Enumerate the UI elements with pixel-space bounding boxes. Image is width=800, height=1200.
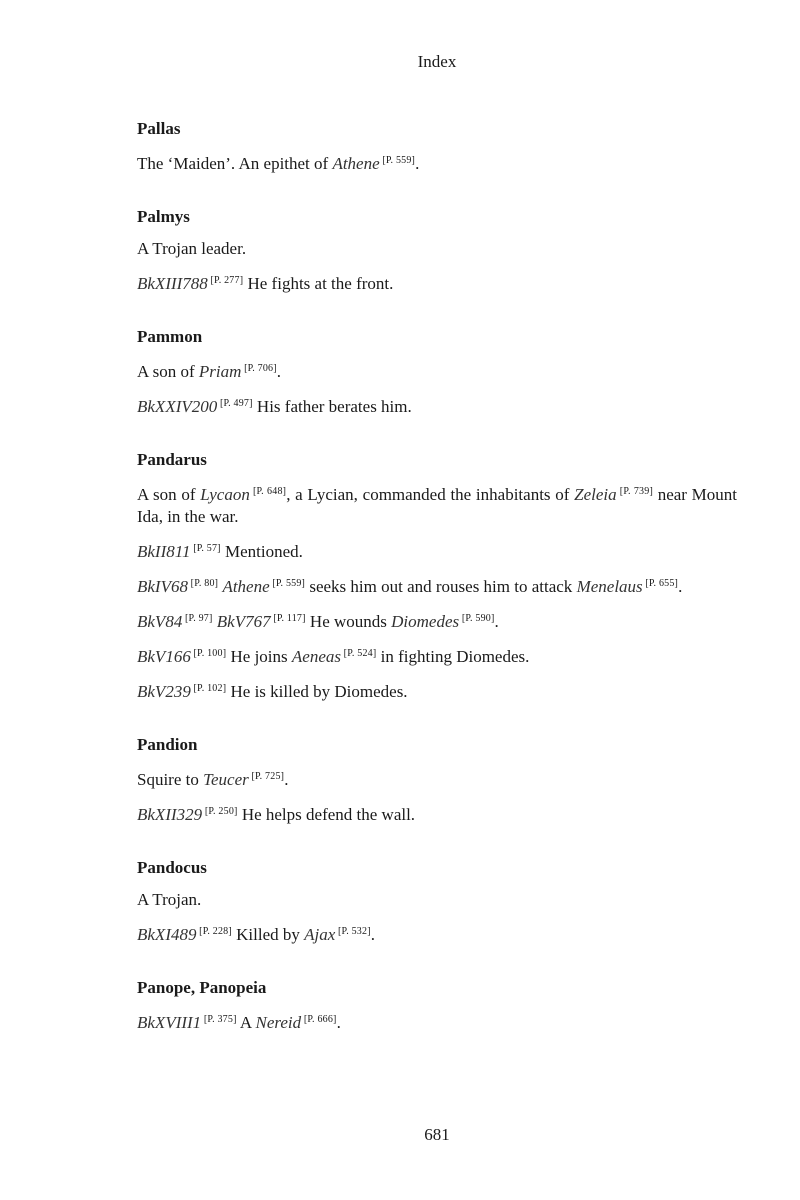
page-reference[interactable]: [P. 102] [190,683,227,694]
entry-text: He fights at the front. [243,274,394,293]
page-reference[interactable]: [P. 739] [616,486,653,497]
entry-line [137,801,737,826]
entry-heading: Pandarus [137,450,207,469]
page-reference[interactable]: [P. 375] [201,1014,237,1025]
page-reference[interactable]: [P. 559] [379,155,416,166]
entry-text: . [415,154,420,173]
book-reference[interactable]: Ajax [304,925,336,944]
page-reference[interactable]: [P. 648] [249,486,287,497]
book-reference[interactable]: Athene [332,154,380,173]
page-reference[interactable]: [P. 228] [196,926,232,937]
page-reference[interactable]: [P. 250] [202,806,238,817]
page-number: 681 [424,1125,450,1144]
index-entry [137,734,737,826]
entry-line [137,270,737,295]
page-reference[interactable]: [P. 277] [207,275,244,286]
book-reference[interactable]: BkV767 [216,612,271,631]
entry-text: Squire to [137,770,204,789]
entry-text: . [370,925,375,944]
entry-heading: Pandocus [137,858,207,877]
entry-text: The ‘Maiden’. An epithet of [137,154,333,173]
entry-text: A Trojan. [137,890,202,909]
entry-text: A son of [137,362,199,381]
entry-line [137,150,737,175]
page-reference[interactable]: [P. 497] [217,398,253,409]
entry-text: Mentioned. [220,542,303,561]
entry-line [137,643,737,668]
book-reference[interactable]: BkV84 [137,612,183,631]
book-reference[interactable]: Nereid [255,1013,302,1032]
book-reference[interactable]: BkXVIII1 [137,1013,202,1032]
entry-text: A son of [137,485,201,504]
entry-text: His father berates him. [252,397,412,416]
book-reference[interactable]: Aeneas [291,647,341,666]
entry-line [137,481,737,528]
entry-text: He is killed by Diomedes. [226,682,408,701]
page-reference[interactable]: [P. 532] [335,926,371,937]
book-reference[interactable]: BkIV68 [137,577,188,596]
index-content [137,118,737,1065]
entry-text: . [678,577,683,596]
book-reference[interactable]: BkXI489 [137,925,197,944]
page-reference[interactable]: [P. 57] [190,543,221,554]
entry-line [137,889,737,911]
entry-text: . [284,770,289,789]
book-reference[interactable]: Athene [222,577,270,596]
page-reference[interactable]: [P. 559] [269,578,306,589]
book-reference[interactable]: BkXIII788 [137,274,208,293]
entry-line [137,573,737,598]
book-reference[interactable]: BkV239 [137,682,191,701]
book-reference[interactable]: Lycaon [200,485,250,504]
entry-line [137,921,737,946]
book-reference[interactable]: Menelaus [576,577,643,596]
page-reference[interactable]: [P. 117] [270,613,306,624]
entry-heading: Palmys [137,207,190,226]
book-reference[interactable]: Diomedes [391,612,460,631]
page-reference[interactable]: [P. 706] [241,363,277,374]
book-reference[interactable]: Zeleia [574,485,617,504]
index-entry [137,449,737,703]
entry-text: He joins [226,647,292,666]
index-entry [137,977,737,1034]
page-reference[interactable]: [P. 655] [642,578,679,589]
entry-line [137,538,737,563]
entry-text: . [336,1013,341,1032]
page-reference[interactable]: [P. 100] [190,648,227,659]
page-reference[interactable]: [P. 524] [340,648,377,659]
book-reference[interactable]: Priam [198,362,242,381]
entry-text: A [236,1013,256,1032]
entry-text: He wounds [305,612,392,631]
entry-text: He helps defend the wall. [237,805,416,824]
entry-line [137,238,737,260]
entry-heading: Panope, Panopeia [137,978,267,997]
entry-heading: Pammon [137,327,203,346]
entry-heading: Pallas [137,119,181,138]
entry-text: A Trojan leader. [137,239,247,258]
book-reference[interactable]: BkXII329 [137,805,203,824]
book-reference[interactable]: Teucer [203,770,249,789]
entry-line [137,766,737,791]
entry-text: in fighting Diomedes. [376,647,530,666]
entry-line [137,608,737,633]
page-reference[interactable]: [P. 80] [187,578,219,589]
book-reference[interactable]: BkII811 [137,542,191,561]
index-entry [137,206,737,295]
entry-line [137,1009,737,1034]
entry-text: . [276,362,282,381]
page-reference[interactable]: [P. 97] [182,613,213,624]
index-entry [137,118,737,175]
entry-text: Killed by [231,925,305,944]
entry-text: near Mount Ida, in the war. [137,485,738,526]
page-reference[interactable]: [P. 666] [301,1014,337,1025]
entry-text: . [494,612,499,631]
entry-line [137,678,737,703]
page-reference[interactable]: [P. 590] [459,613,495,624]
index-entry [137,326,737,418]
index-entry [137,857,737,946]
book-reference[interactable]: BkV166 [137,647,191,666]
entry-text: seeks him out and rouses him to attack [305,577,577,596]
page-reference[interactable]: [P. 725] [248,771,285,782]
entry-heading: Pandion [137,735,198,754]
running-head: Index [417,52,457,71]
book-reference[interactable]: BkXXIV200 [137,397,218,416]
entry-line [137,393,737,418]
entry-line [137,358,737,383]
entry-text: , a Lycian, commanded the inhabitants of [286,485,575,504]
